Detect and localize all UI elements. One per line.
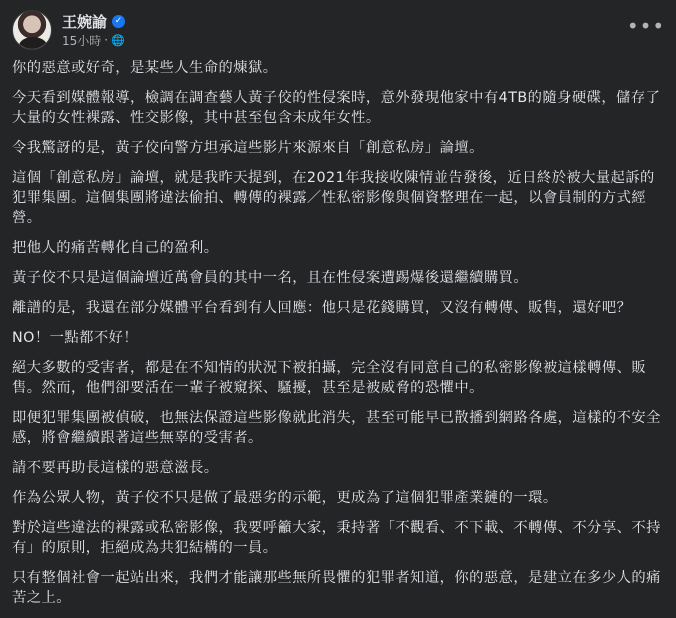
more-options-button[interactable] [626,12,666,40]
author-avatar[interactable] [12,10,52,50]
post-paragraph: 絕大多數的受害者，都是在不知情的狀況下被拍攝，完全沒有同意自己的私密影像被這樣轉傳、販售。然而，他們卻要活在一輩子被窺探、騷擾，甚至是被威脅的恐懼中。 [12,360,647,396]
post-content [12,58,662,618]
author-meta [62,11,125,49]
post-header [12,10,125,50]
post-paragraph: 作為公眾人物，黃子佼不只是做了最惡劣的示範，更成為了這個犯罪產業鏈的一環。 [12,490,558,506]
post-paragraph: 這個「創意私房」論壇，就是我昨天提到，在2021年我接收陳情並告發後，近日終於被大量起訴的犯罪集團。這個集團將違法偷拍、轉傳的裸露／性私密影像與個資整理在一起，以會員制的方式經營。 [12,170,655,226]
post-paragraph: 即便犯罪集團被偵破，也無法保證這些影像就此消失，甚至可能早已散播到網路各處，這樣的不安全感，將會繼續跟著這些無辜的受害者。 [12,410,661,446]
post-paragraph: 離譜的是，我還在部分媒體平台看到有人回應：他只是花錢購買，又沒有轉傳、販售，還好吧？ [12,300,632,316]
post-paragraph: 對於這些違法的裸露或私密影像，我要呼籲大家，秉持著「不觀看、不下載、不轉傳、不分享、不持有」的原則，拒絕成為共犯結構的一員。 [12,520,661,556]
globe-icon: 🌐 [111,33,125,47]
post-timestamp[interactable]: 15小時 [62,33,102,48]
post-paragraph: 你的惡意或好奇，是某些人生命的煉獄。 [12,60,278,76]
more-options-icon: ••• [626,14,666,38]
author-name[interactable]: 王婉諭 [62,12,108,31]
post-paragraph: 只有整個社會一起站出來，我們才能讓那些無所畏懼的犯罪者知道，你的惡意，是建立在多少人的痛苦之上。 [12,570,661,606]
post-paragraph: 令我驚訝的是，黃子佼向警方坦承這些影片來源來自「創意私房」論壇。 [12,140,484,156]
post-paragraph: 今天看到媒體報導，檢調在調查藝人黃子佼的性侵案時，意外發現他家中有4TB的隨身硬碟，儲存了大量的女性裸露、性交影像，其中甚至包含未成年女性。 [12,90,661,126]
post-paragraph: 黃子佼不只是這個論壇近萬會員的其中一名，且在性侵案遭踢爆後還繼續購買。 [12,270,529,286]
post-paragraph: 請不要再助長這樣的惡意滋長。 [12,460,219,476]
post-paragraph: NO！一點都不好！ [12,330,139,346]
post-paragraph: 把他人的痛苦轉化自己的盈利。 [12,240,219,256]
separator-dot: · [104,33,109,47]
author-name-row [62,11,125,31]
verified-icon: ✓ [112,15,125,28]
post-time-row [62,31,125,49]
